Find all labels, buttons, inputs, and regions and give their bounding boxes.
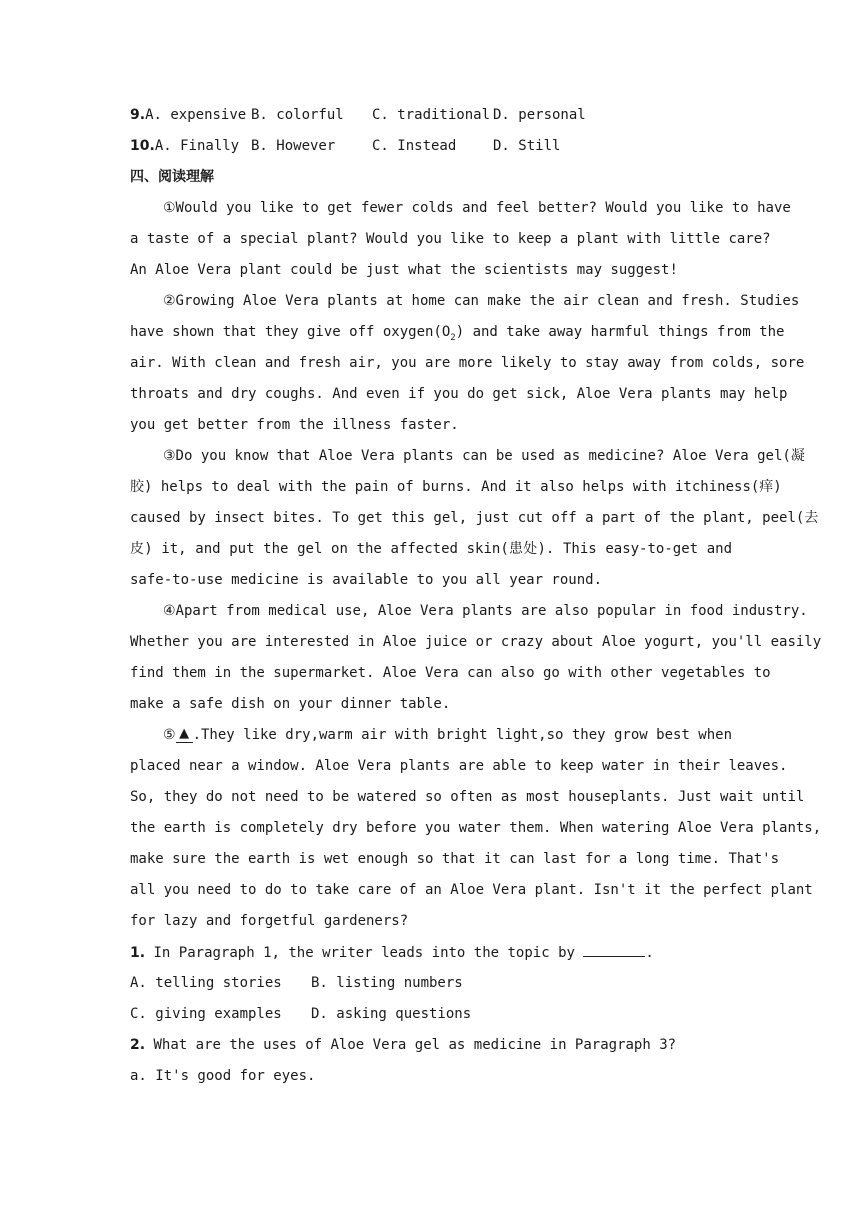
- section-title: 四、阅读理解: [130, 169, 214, 185]
- paragraph-2-line: air. With clean and fresh air, you are more likely to stay away from colds, sore: [130, 355, 805, 371]
- option-a: A. Finally: [154, 138, 240, 154]
- paragraph-3-line: ③Do you know that Aloe Vera plants can be used as medicine? Aloe Vera gel(凝: [163, 448, 805, 464]
- paragraph-5-line: all you need to do to take care of an Aloe Vera plant. Isn't it the perfect plant: [130, 882, 813, 898]
- option-a: A. expensive: [145, 107, 247, 123]
- paragraph-4-line: ④Apart from medical use, Aloe Vera plants are also popular in food industry.: [163, 603, 808, 619]
- option-b: B. colorful: [251, 107, 344, 123]
- paragraph-2-line: have shown that they give off $oxygen(O_2)$ and take away harmful things from the: [130, 324, 785, 343]
- options-row: [130, 971, 732, 1002]
- question-number: 10.: [130, 138, 155, 154]
- paragraph-2-line: ②Growing Aloe Vera plants at home can make the air clean and fresh. Studies: [163, 293, 800, 309]
- paragraph-1-line: An Aloe Vera plant could be just what the scientists may suggest!: [130, 262, 678, 278]
- option-b: B. listing numbers: [311, 975, 463, 991]
- paragraph-5-line: placed near a window. Aloe Vera plants are able to keep water in their leaves.: [130, 758, 788, 774]
- question-text: In Paragraph 1, the writer leads into the topic by: [153, 945, 575, 961]
- paragraph-5-line: for lazy and forgetful gardeners?: [130, 913, 409, 929]
- question-number: 1.: [130, 945, 146, 961]
- paragraph-2-line: throats and dry coughs. And even if you do get sick, Aloe Vera plants may help: [130, 386, 788, 402]
- paragraph-3-line: 胶) helps to deal with the pain of burns. And it also helps with itchiness(痒): [130, 479, 782, 495]
- option-b: B. However: [251, 138, 336, 154]
- paragraph-3-line: 皮) it, and put the gel on the affected skin(患处). This easy-to-get and: [130, 541, 732, 557]
- option-c: C. giving examples: [130, 1006, 282, 1022]
- option-d: D. Still: [493, 138, 561, 154]
- paragraph-1-line: a taste of a special plant? Would you like to keep a plant with little care?: [130, 231, 771, 247]
- answer-blank[interactable]: [583, 940, 645, 957]
- paragraph-4-line: Whether you are interested in Aloe juice or crazy about Aloe yogurt, you'll easily: [130, 634, 822, 650]
- paragraph-3-line: caused by insect bites. To get this gel, just cut off a part of the plant, peel(去: [130, 510, 819, 526]
- options-row: [130, 1002, 732, 1033]
- paragraph-2-line: you get better from the illness faster.: [130, 417, 459, 433]
- question-9: [130, 103, 732, 134]
- option-d: D. personal: [493, 107, 586, 123]
- paragraph-4-line: make a safe dish on your dinner table.: [130, 696, 451, 712]
- document-content: [130, 103, 822, 1095]
- option-a: A. telling stories: [130, 975, 282, 991]
- option-a: a. It's good for eyes.: [130, 1068, 316, 1084]
- answer-blank[interactable]: [176, 723, 193, 743]
- reading-question-1: 1. In Paragraph 1, the writer leads into the topic by .: [130, 940, 732, 971]
- question-10: [130, 134, 732, 165]
- triangle-icon: ▲: [179, 726, 190, 741]
- option-c: C. traditional: [372, 107, 491, 123]
- paragraph-4-line: find them in the supermarket. Aloe Vera can also go with other vegetables to: [130, 665, 771, 681]
- question-number: 2.: [130, 1037, 146, 1053]
- reading-question-2: [130, 1033, 732, 1064]
- question-text: What are the uses of Aloe Vera gel as medicine in Paragraph 3?: [153, 1037, 677, 1053]
- paragraph-5-line: the earth is completely dry before you water them. When watering Aloe Vera plants,: [130, 820, 822, 836]
- paragraph-5-line: make sure the earth is wet enough so that it can last for a long time. That's: [130, 851, 780, 867]
- paragraph-5-line: So, they do not need to be watered so often as most houseplants. Just wait until: [130, 789, 805, 805]
- option-c: C. Instead: [372, 138, 457, 154]
- option-d: D. asking questions: [311, 1006, 472, 1022]
- paragraph-5-line: ⑤ ▲ .They like dry,warm air with bright light,so they grow best when: [130, 723, 732, 754]
- paragraph-3-line: safe-to-use medicine is available to you all year round.: [130, 572, 603, 588]
- question-number: 9.: [130, 107, 146, 123]
- paragraph-1-line: ①Would you like to get fewer colds and feel better? Would you like to have: [163, 200, 791, 216]
